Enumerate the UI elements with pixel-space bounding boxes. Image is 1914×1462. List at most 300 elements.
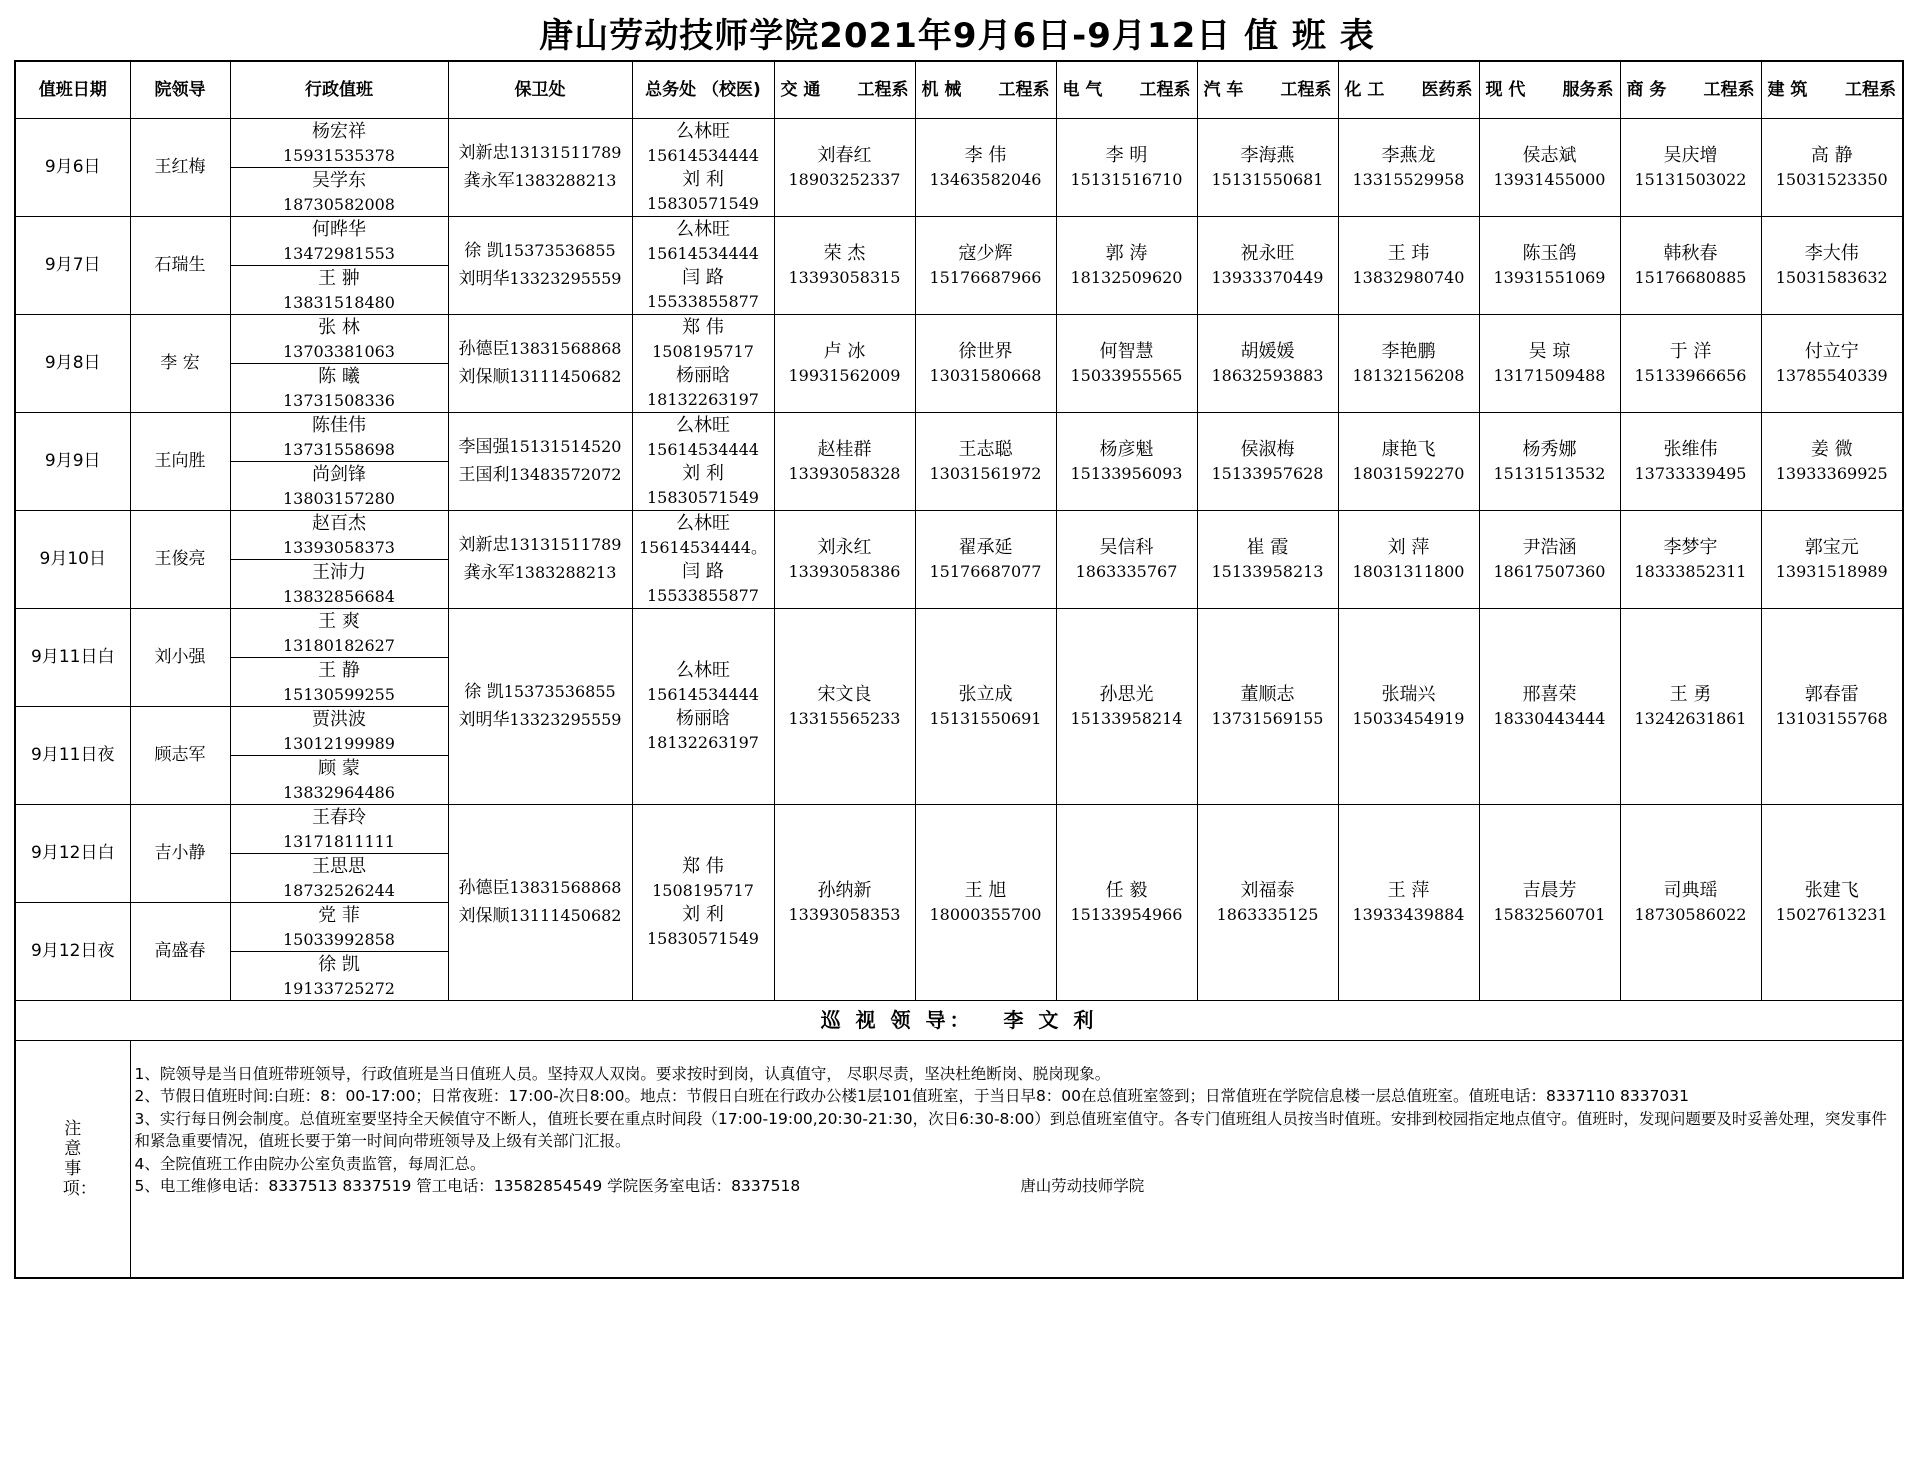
dept-duty-cell bbox=[1620, 314, 1761, 412]
header-dept-electrical bbox=[1056, 61, 1197, 118]
general-affairs-phone: 15614534444。 bbox=[639, 538, 767, 557]
header-dept-traffic-a: 交 通 bbox=[780, 79, 821, 100]
admin-duty-cell bbox=[230, 461, 448, 510]
admin-duty-cell bbox=[230, 755, 448, 804]
dept-duty-phone: 15033454919 bbox=[1352, 709, 1465, 728]
dept-duty-phone: 13785540339 bbox=[1775, 366, 1888, 385]
dept-duty-phone: 18031311800 bbox=[1352, 562, 1465, 581]
general-affairs-name: 郑 伟 bbox=[682, 317, 724, 338]
header-dept-traffic-b: 工程系 bbox=[857, 79, 909, 100]
dept-duty-cell bbox=[1620, 216, 1761, 314]
dept-duty-phone: 19931562009 bbox=[788, 366, 901, 385]
dept-duty-phone: 18903252337 bbox=[788, 170, 901, 189]
dept-duty-phone: 13242631861 bbox=[1634, 709, 1747, 728]
admin-duty-name: 王 翀 bbox=[318, 267, 360, 289]
dept-duty-cell bbox=[1479, 608, 1620, 804]
admin-duty-cell bbox=[230, 559, 448, 608]
header-dept-chemical-b: 医药系 bbox=[1421, 79, 1473, 100]
dept-duty-cell bbox=[1620, 804, 1761, 1000]
note-line: 1、院领导是当日值班带班领导，行政值班是当日值班人员。坚持双人双岗。要求按时到岗，认真值守， 尽职尽责，坚决杜绝断岗、脱岗现象。 bbox=[134, 1064, 1111, 1083]
note-line: 5、电工维修电话：8337513 8337519 管工电话：13582854549 学院医务室电话：8337518 bbox=[134, 1177, 801, 1195]
dept-duty-phone: 15131503022 bbox=[1634, 170, 1747, 189]
header-dept-chemical-a: 化 工 bbox=[1344, 79, 1385, 100]
dept-duty-cell bbox=[1761, 118, 1903, 216]
dept-duty-cell bbox=[1620, 608, 1761, 804]
security-entry bbox=[449, 237, 632, 265]
general-affairs-name: 么林旺 bbox=[676, 660, 730, 681]
security-phone: 1383288213 bbox=[514, 563, 617, 582]
admin-duty-phone: 13012199989 bbox=[283, 733, 395, 753]
page-title: 唐山劳动技师学院2021年9月6日-9月12日 值 班 表 bbox=[539, 16, 1375, 56]
admin-duty-name: 赵百杰 bbox=[312, 512, 366, 534]
dept-duty-name: 李海燕 bbox=[1240, 145, 1295, 166]
dept-duty-name: 郭春雷 bbox=[1804, 684, 1859, 705]
duty-date: 9月6日 bbox=[15, 118, 130, 216]
dept-duty-cell bbox=[1056, 510, 1197, 608]
general-affairs-phone: 1508195717 bbox=[652, 881, 754, 900]
security-name: 刘保顺 bbox=[458, 367, 510, 387]
admin-duty-name: 王 静 bbox=[318, 659, 360, 681]
admin-duty-phone: 18732526244 bbox=[283, 880, 395, 900]
dept-duty-name: 刘 萍 bbox=[1387, 537, 1430, 558]
table-row bbox=[15, 412, 1903, 461]
admin-duty-phone: 15931535378 bbox=[283, 145, 395, 165]
admin-duty-cell bbox=[230, 902, 448, 951]
dept-duty-phone: 13103155768 bbox=[1775, 709, 1888, 728]
dept-duty-phone: 13933369925 bbox=[1775, 464, 1888, 483]
dept-duty-cell bbox=[1479, 804, 1620, 1000]
dept-duty-phone: 18617507360 bbox=[1493, 562, 1606, 581]
security-entry bbox=[449, 363, 632, 391]
admin-duty-cell bbox=[230, 608, 448, 657]
dept-duty-phone: 15133956093 bbox=[1070, 464, 1183, 483]
duty-leader: 高盛春 bbox=[130, 902, 230, 1000]
dept-duty-phone: 15176687966 bbox=[929, 268, 1042, 287]
dept-duty-name: 宋文良 bbox=[817, 684, 872, 705]
admin-duty-phone: 13171811111 bbox=[283, 831, 395, 851]
general-affairs-name: 么林旺 bbox=[676, 513, 730, 534]
dept-duty-name: 王 玮 bbox=[1387, 243, 1430, 264]
dept-duty-phone: 15832560701 bbox=[1493, 905, 1606, 924]
security-name: 刘明华 bbox=[458, 269, 510, 289]
dept-duty-phone: 18132509620 bbox=[1070, 268, 1183, 287]
dept-duty-cell bbox=[1620, 412, 1761, 510]
duty-leader: 王红梅 bbox=[130, 118, 230, 216]
header-dept-service bbox=[1479, 61, 1620, 118]
dept-duty-cell bbox=[1197, 118, 1338, 216]
header-dept-chemical bbox=[1338, 61, 1479, 118]
admin-duty-name: 贾洪波 bbox=[312, 708, 366, 730]
dept-duty-phone: 13832980740 bbox=[1352, 268, 1465, 287]
duty-date: 9月8日 bbox=[15, 314, 130, 412]
dept-duty-phone: 18000355700 bbox=[929, 905, 1042, 924]
note-line: 2、节假日值班时间:白班：8：00-17:00；日常夜班：17:00-次日8:00。地点：节假日白班在行政办公楼1层101值班室，于当日早8：00在总值班室签到；日常值班在学院信息楼一层总值班室。值班电话：8337110 8337031 bbox=[134, 1087, 1690, 1105]
duty-date: 9月11日白 bbox=[15, 608, 130, 706]
security-entry bbox=[449, 559, 632, 587]
security-phone: 13111450682 bbox=[509, 367, 622, 386]
general-affairs-phone: 15614534444 bbox=[647, 685, 759, 704]
general-affairs-phone: 15830571549 bbox=[647, 488, 759, 507]
admin-duty-name: 顾 蒙 bbox=[318, 757, 360, 779]
dept-duty-name: 寇少辉 bbox=[958, 243, 1013, 264]
dept-duty-name: 胡媛媛 bbox=[1240, 341, 1295, 362]
dept-duty-name: 杨秀娜 bbox=[1522, 439, 1577, 460]
duty-table bbox=[14, 60, 1904, 1279]
dept-duty-phone: 13393058386 bbox=[788, 562, 901, 581]
security-phone: 13831568868 bbox=[509, 339, 622, 358]
security-name: 刘保顺 bbox=[458, 906, 510, 926]
admin-duty-phone: 13731558698 bbox=[283, 439, 395, 459]
dept-duty-cell bbox=[915, 804, 1056, 1000]
dept-duty-name: 任 毅 bbox=[1105, 880, 1148, 901]
admin-duty-name: 尚剑锋 bbox=[312, 463, 366, 485]
header-dept-traffic bbox=[774, 61, 915, 118]
dept-duty-cell bbox=[1056, 412, 1197, 510]
dept-duty-phone: 13171509488 bbox=[1493, 366, 1606, 385]
general-affairs-cell bbox=[632, 804, 774, 1000]
dept-duty-cell bbox=[774, 216, 915, 314]
general-affairs-name: 郑 伟 bbox=[682, 856, 724, 877]
dept-duty-cell bbox=[1761, 412, 1903, 510]
dept-duty-phone: 15027613231 bbox=[1775, 905, 1888, 924]
admin-duty-name: 张 林 bbox=[318, 316, 360, 338]
patrol-leader-name: 李 文 利 bbox=[1003, 1008, 1098, 1032]
security-phone: 13111450682 bbox=[509, 906, 622, 925]
dept-duty-phone: 13315565233 bbox=[788, 709, 901, 728]
dept-duty-name: 李梦宇 bbox=[1663, 537, 1718, 558]
security-phone: 1383288213 bbox=[514, 171, 617, 190]
admin-duty-cell bbox=[230, 314, 448, 363]
admin-duty-phone: 18730582008 bbox=[283, 194, 395, 214]
notes-content bbox=[130, 1040, 1903, 1278]
dept-duty-phone: 15031523350 bbox=[1775, 170, 1888, 189]
header-dept-mechanical-b: 工程系 bbox=[998, 79, 1050, 100]
dept-duty-cell bbox=[1761, 804, 1903, 1000]
dept-duty-phone: 15133958214 bbox=[1070, 709, 1183, 728]
dept-duty-name: 高 静 bbox=[1810, 145, 1853, 166]
general-affairs-phone: 18132263197 bbox=[647, 390, 759, 409]
dept-duty-phone: 13931455000 bbox=[1493, 170, 1606, 189]
duty-leader: 王俊亮 bbox=[130, 510, 230, 608]
admin-duty-phone: 13472981553 bbox=[283, 243, 395, 263]
dept-duty-name: 赵桂群 bbox=[817, 439, 872, 460]
dept-duty-name: 杨彦魁 bbox=[1099, 439, 1154, 460]
dept-duty-cell bbox=[915, 510, 1056, 608]
dept-duty-name: 吉晨芳 bbox=[1522, 880, 1577, 901]
dept-duty-name: 刘永红 bbox=[817, 537, 872, 558]
security-entry bbox=[449, 139, 632, 167]
duty-date: 9月11日夜 bbox=[15, 706, 130, 804]
admin-duty-name: 党 菲 bbox=[318, 904, 360, 926]
security-name: 龚永军 bbox=[463, 171, 515, 191]
table-row bbox=[15, 608, 1903, 657]
dept-duty-cell bbox=[1197, 804, 1338, 1000]
header-dept-mechanical-a: 机 械 bbox=[921, 79, 962, 100]
patrol-label: 巡 视 领 导： bbox=[820, 1008, 974, 1032]
general-affairs-name: 杨丽晗 bbox=[676, 708, 730, 729]
note-line-last bbox=[135, 1175, 1899, 1198]
dept-duty-cell bbox=[915, 608, 1056, 804]
admin-duty-cell bbox=[230, 167, 448, 216]
admin-duty-phone: 13393058373 bbox=[283, 537, 395, 557]
security-phone: 15373536855 bbox=[503, 241, 616, 260]
security-entry bbox=[449, 461, 632, 489]
security-phone: 15373536855 bbox=[503, 682, 616, 701]
dept-duty-name: 侯淑梅 bbox=[1240, 439, 1295, 460]
dept-duty-phone: 13731569155 bbox=[1211, 709, 1324, 728]
dept-duty-phone: 1863335767 bbox=[1075, 562, 1178, 581]
security-phone: 13831568868 bbox=[509, 878, 622, 897]
general-affairs-cell bbox=[632, 608, 774, 804]
dept-duty-phone: 15133958213 bbox=[1211, 562, 1324, 581]
notes-label bbox=[15, 1040, 130, 1278]
header-dept-automotive-a: 汽 车 bbox=[1203, 79, 1244, 100]
dept-duty-name: 崔 霞 bbox=[1246, 537, 1289, 558]
dept-duty-cell bbox=[1479, 216, 1620, 314]
header-dept-electrical-a: 电 气 bbox=[1062, 79, 1103, 100]
security-cell bbox=[448, 216, 632, 314]
dept-duty-cell bbox=[1338, 510, 1479, 608]
security-phone: 13323295559 bbox=[509, 710, 622, 729]
admin-duty-name: 杨宏祥 bbox=[312, 120, 366, 142]
dept-duty-cell bbox=[915, 216, 1056, 314]
duty-leader: 石瑞生 bbox=[130, 216, 230, 314]
general-affairs-name: 么林旺 bbox=[676, 415, 730, 436]
dept-duty-phone: 13393058315 bbox=[788, 268, 901, 287]
header-dept-automotive-b: 工程系 bbox=[1280, 79, 1332, 100]
dept-duty-phone: 13931551069 bbox=[1493, 268, 1606, 287]
security-phone: 15131514520 bbox=[509, 437, 622, 456]
security-name: 徐 凯 bbox=[464, 682, 504, 702]
dept-duty-name: 康艳飞 bbox=[1381, 439, 1436, 460]
dept-duty-cell bbox=[1056, 608, 1197, 804]
general-affairs-cell bbox=[632, 412, 774, 510]
header-dept-electrical-b: 工程系 bbox=[1139, 79, 1191, 100]
security-phone: 13131511789 bbox=[509, 143, 622, 162]
dept-duty-name: 王 萍 bbox=[1387, 880, 1430, 901]
header-dept-construction bbox=[1761, 61, 1903, 118]
admin-duty-name: 王 爽 bbox=[318, 610, 360, 632]
dept-duty-cell bbox=[1197, 216, 1338, 314]
dept-duty-phone: 13393058353 bbox=[788, 905, 901, 924]
admin-duty-phone: 15033992858 bbox=[283, 929, 395, 949]
security-name: 孙德臣 bbox=[458, 878, 510, 898]
security-entry bbox=[449, 874, 632, 902]
dept-duty-cell bbox=[1761, 510, 1903, 608]
dept-duty-phone: 13463582046 bbox=[929, 170, 1042, 189]
table-row bbox=[15, 314, 1903, 363]
admin-duty-cell bbox=[230, 363, 448, 412]
dept-duty-name: 张维伟 bbox=[1663, 439, 1718, 460]
duty-leader: 李 宏 bbox=[130, 314, 230, 412]
security-name: 王国利 bbox=[458, 465, 510, 485]
admin-duty-cell bbox=[230, 265, 448, 314]
dept-duty-name: 董顺志 bbox=[1240, 684, 1295, 705]
dept-duty-cell bbox=[1620, 118, 1761, 216]
dept-duty-cell bbox=[774, 412, 915, 510]
dept-duty-name: 尹浩涵 bbox=[1522, 537, 1577, 558]
dept-duty-name: 刘福泰 bbox=[1240, 880, 1295, 901]
dept-duty-name: 王志聪 bbox=[958, 439, 1013, 460]
security-cell bbox=[448, 412, 632, 510]
dept-duty-name: 李 明 bbox=[1105, 145, 1148, 166]
dept-duty-phone: 18333852311 bbox=[1634, 562, 1747, 581]
dept-duty-cell bbox=[774, 118, 915, 216]
header-dept-business-a: 商 务 bbox=[1626, 79, 1667, 100]
admin-duty-cell bbox=[230, 853, 448, 902]
table-row bbox=[15, 216, 1903, 265]
dept-duty-cell bbox=[1479, 412, 1620, 510]
dept-duty-phone: 15131550691 bbox=[929, 709, 1042, 728]
dept-duty-phone: 18132156208 bbox=[1352, 366, 1465, 385]
security-name: 孙德臣 bbox=[458, 339, 510, 359]
dept-duty-cell bbox=[1056, 314, 1197, 412]
security-entry bbox=[449, 433, 632, 461]
header-admin: 行政值班 bbox=[230, 61, 448, 118]
dept-duty-cell bbox=[1479, 314, 1620, 412]
general-affairs-name: 刘 利 bbox=[682, 169, 724, 190]
security-name: 李国强 bbox=[458, 437, 510, 457]
dept-duty-name: 卢 冰 bbox=[823, 341, 866, 362]
dept-duty-name: 付立宁 bbox=[1804, 341, 1859, 362]
security-entry bbox=[449, 265, 632, 293]
admin-duty-phone: 13831518480 bbox=[283, 292, 395, 312]
header-row bbox=[15, 61, 1903, 118]
header-general-affairs: 总务处 （校医) bbox=[632, 61, 774, 118]
header-security: 保卫处 bbox=[448, 61, 632, 118]
duty-leader: 刘小强 bbox=[130, 608, 230, 706]
security-entry bbox=[449, 706, 632, 734]
dept-duty-phone: 18632593883 bbox=[1211, 366, 1324, 385]
note-line: 4、全院值班工作由院办公室负责监管，每周汇总。 bbox=[134, 1154, 486, 1173]
admin-duty-phone: 13832964486 bbox=[283, 782, 395, 802]
dept-duty-cell bbox=[1338, 804, 1479, 1000]
dept-duty-cell bbox=[915, 412, 1056, 510]
dept-duty-name: 李燕龙 bbox=[1381, 145, 1436, 166]
admin-duty-phone: 13832856684 bbox=[283, 586, 395, 606]
dept-duty-cell bbox=[774, 314, 915, 412]
dept-duty-cell bbox=[1056, 804, 1197, 1000]
dept-duty-name: 孙思光 bbox=[1099, 684, 1154, 705]
general-affairs-cell bbox=[632, 314, 774, 412]
dept-duty-name: 王 旭 bbox=[964, 880, 1007, 901]
dept-duty-name: 陈玉鸽 bbox=[1522, 243, 1577, 264]
admin-duty-name: 陈佳伟 bbox=[312, 414, 366, 436]
dept-duty-cell bbox=[1761, 608, 1903, 804]
dept-duty-cell bbox=[1761, 314, 1903, 412]
dept-duty-phone: 15131513532 bbox=[1493, 464, 1606, 483]
dept-duty-name: 于 洋 bbox=[1669, 341, 1712, 362]
admin-duty-cell bbox=[230, 412, 448, 461]
dept-duty-cell bbox=[1761, 216, 1903, 314]
general-affairs-name: 么林旺 bbox=[676, 121, 730, 142]
dept-duty-name: 侯志斌 bbox=[1522, 145, 1577, 166]
table-row bbox=[15, 510, 1903, 559]
dept-duty-phone: 15033955565 bbox=[1070, 366, 1183, 385]
security-name: 刘明华 bbox=[458, 710, 510, 730]
security-phone: 13323295559 bbox=[509, 269, 622, 288]
security-name: 龚永军 bbox=[463, 563, 515, 583]
general-affairs-phone: 15533855877 bbox=[647, 292, 759, 311]
dept-duty-name: 荣 杰 bbox=[823, 243, 866, 264]
header-dept-business bbox=[1620, 61, 1761, 118]
dept-duty-name: 翟承延 bbox=[958, 537, 1013, 558]
security-entry bbox=[449, 902, 632, 930]
duty-leader: 王向胜 bbox=[130, 412, 230, 510]
dept-duty-name: 徐世界 bbox=[958, 341, 1013, 362]
general-affairs-phone: 15614534444 bbox=[647, 244, 759, 263]
security-cell bbox=[448, 510, 632, 608]
dept-duty-phone: 13393058328 bbox=[788, 464, 901, 483]
security-name: 徐 凯 bbox=[464, 241, 504, 261]
dept-duty-phone: 15133954966 bbox=[1070, 905, 1183, 924]
security-cell bbox=[448, 804, 632, 1000]
dept-duty-name: 吴庆增 bbox=[1663, 145, 1718, 166]
dept-duty-phone: 15131550681 bbox=[1211, 170, 1324, 189]
dept-duty-name: 邢喜荣 bbox=[1522, 684, 1577, 705]
header-leader: 院领导 bbox=[130, 61, 230, 118]
dept-duty-phone: 13931518989 bbox=[1775, 562, 1888, 581]
general-affairs-name: 刘 利 bbox=[682, 463, 724, 484]
dept-duty-phone: 13733339495 bbox=[1634, 464, 1747, 483]
admin-duty-phone: 15130599255 bbox=[283, 684, 395, 704]
dept-duty-name: 司典瑶 bbox=[1663, 880, 1718, 901]
header-dept-service-b: 服务系 bbox=[1562, 79, 1614, 100]
admin-duty-name: 徐 凯 bbox=[318, 953, 360, 975]
dept-duty-phone: 15176687077 bbox=[929, 562, 1042, 581]
dept-duty-cell bbox=[915, 314, 1056, 412]
dept-duty-phone: 13933370449 bbox=[1211, 268, 1324, 287]
dept-duty-phone: 13031561972 bbox=[929, 464, 1042, 483]
security-cell bbox=[448, 118, 632, 216]
duty-leader: 顾志军 bbox=[130, 706, 230, 804]
admin-duty-cell bbox=[230, 657, 448, 706]
notes-row bbox=[15, 1040, 1903, 1278]
general-affairs-phone: 1508195717 bbox=[652, 342, 754, 361]
admin-duty-cell bbox=[230, 118, 448, 167]
general-affairs-phone: 15830571549 bbox=[647, 929, 759, 948]
dept-duty-name: 何智慧 bbox=[1099, 341, 1154, 362]
dept-duty-cell bbox=[1620, 510, 1761, 608]
general-affairs-phone: 15614534444 bbox=[647, 146, 759, 165]
table-row bbox=[15, 118, 1903, 167]
general-affairs-name: 闫 路 bbox=[682, 561, 724, 582]
admin-duty-cell bbox=[230, 216, 448, 265]
dept-duty-name: 吴信科 bbox=[1099, 537, 1154, 558]
duty-date: 9月9日 bbox=[15, 412, 130, 510]
admin-duty-cell bbox=[230, 706, 448, 755]
dept-duty-name: 王 勇 bbox=[1669, 684, 1712, 705]
table-row bbox=[15, 804, 1903, 853]
dept-duty-cell bbox=[1197, 510, 1338, 608]
security-entry bbox=[449, 678, 632, 706]
general-affairs-cell bbox=[632, 118, 774, 216]
general-affairs-name: 闫 路 bbox=[682, 267, 724, 288]
general-affairs-name: 杨丽晗 bbox=[676, 365, 730, 386]
admin-duty-name: 王沛力 bbox=[312, 561, 366, 583]
general-affairs-name: 刘 利 bbox=[682, 904, 724, 925]
header-date: 值班日期 bbox=[15, 61, 130, 118]
general-affairs-name: 么林旺 bbox=[676, 219, 730, 240]
duty-date: 9月12日白 bbox=[15, 804, 130, 902]
general-affairs-phone: 18132263197 bbox=[647, 733, 759, 752]
dept-duty-cell bbox=[1197, 608, 1338, 804]
dept-duty-name: 郭 涛 bbox=[1105, 243, 1148, 264]
dept-duty-phone: 13315529958 bbox=[1352, 170, 1465, 189]
dept-duty-phone: 15031583632 bbox=[1775, 268, 1888, 287]
admin-duty-phone: 13703381063 bbox=[283, 341, 395, 361]
dept-duty-phone: 18031592270 bbox=[1352, 464, 1465, 483]
